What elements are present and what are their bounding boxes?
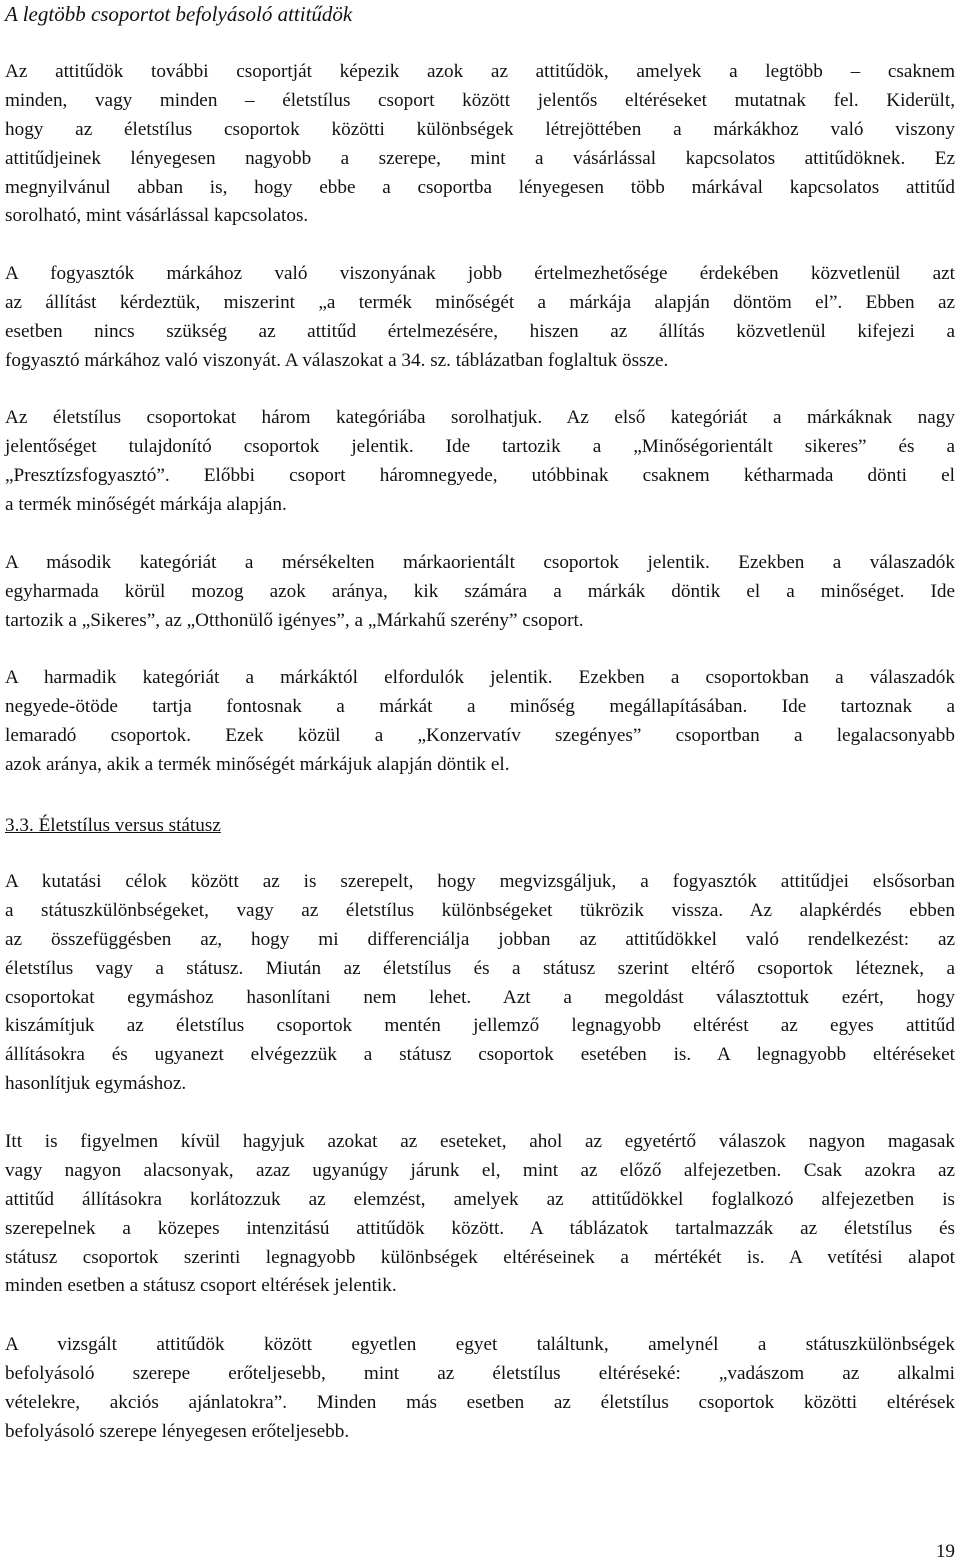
- text-line: az állítást kérdeztük, miszerint „a termék minőségét a márkája alapján döntöm el”. Ebben az: [5, 291, 955, 313]
- text-line: attitűdjeinek lényegesen nagyobb a szerepe, mint a vásárlással kapcsolatos attitűdöknek. Ez: [5, 147, 955, 169]
- paragraph-2: [5, 260, 955, 376]
- text-line: A vizsgált attitűdök között egyetlen egyet találtunk, amelynél a státuszkülönbségek: [5, 1334, 955, 1355]
- text-line: tartozik a „Sikeres”, az „Otthonülő igényes”, a „Márkahű szerény” csoport.: [5, 609, 584, 631]
- text-line: a termék minőségét márkája alapján.: [5, 493, 287, 515]
- page-number: 19: [935, 1541, 955, 1562]
- paragraph-8: [5, 1331, 955, 1447]
- text-line: szerepelnek a közepes intenzitású attitűdök között. A táblázatok tartalmazzák az életstílus és: [5, 1217, 955, 1239]
- text-line: Itt is figyelmen kívül hagyjuk azokat az eseteket, ahol az egyetértő válaszok nagyon magasak: [5, 1131, 955, 1152]
- text-line: minden, vagy minden – életstílus csoport között jelentős eltéréseket mutatnak fel. Kiderült,: [5, 89, 955, 111]
- text-line: a státuszkülönbségeket, vagy az életstílus különbségeket tükrözik vissza. Az alapkérdés ebben: [5, 899, 955, 921]
- paragraph-4: [5, 549, 955, 636]
- text-line: életstílus vagy a státusz. Miután az életstílus és a státusz szerint eltérő csoportok léteznek, a: [5, 957, 955, 979]
- text-line: hogy az életstílus csoportok közötti különbségek létrejöttében a márkákhoz való viszony: [5, 118, 955, 140]
- text-line: lemaradó csoportok. Ezek közül a „Konzervatív szegényes” csoportban a legalacsonyabb: [5, 724, 955, 746]
- text-line: negyede-ötöde tartja fontosnak a márkát a minőség megállapításában. Ide tartoznak a: [5, 695, 955, 717]
- text-line: egyharmada körül mozog azok aránya, kik számára a márkák döntik el a minőséget. Ide: [5, 580, 955, 602]
- text-line: befolyásoló szerepe lényegesen erőteljesebb.: [5, 1420, 350, 1442]
- text-line: csoportokat egymáshoz hasonlítani nem lehet. Azt a megoldást választottuk ezért, hogy: [5, 986, 955, 1008]
- text-line: A fogyasztók márkához való viszonyának jobb értelmezhetősége érdekében közvetlenül azt: [5, 263, 955, 284]
- text-line: A kutatási célok között az is szerepelt, hogy megvizsgáljuk, a fogyasztók attitűdjei elsősorban: [5, 871, 955, 892]
- text-line: állításokra és ugyanezt elvégezzük a státusz csoportok esetében is. A legnagyobb eltéréseket: [5, 1044, 955, 1066]
- text-line: az összefüggésben az, hogy mi differenciálja jobban az attitűdökkel való rendelkezést: az: [5, 928, 955, 950]
- paragraph-7: [5, 1128, 955, 1301]
- text-line: „Presztízsfogyasztó”. Előbbi csoport háromnegyede, utóbbinak csaknem kétharmada dönti el: [5, 464, 955, 486]
- text-line: fogyasztó márkához való viszonyát. A válaszokat a 34. sz. táblázatban foglaltuk össze.: [5, 349, 669, 371]
- text-line: jelentőséget tulajdonító csoportok jelentik. Ide tartozik a „Minőségorientált sikeres” és a: [5, 435, 955, 457]
- text-line: minden esetben a státusz csoport eltérések jelentik.: [5, 1275, 397, 1297]
- text-line: sorolható, mint vásárlással kapcsolatos.: [5, 205, 309, 227]
- section-subheading: A legtöbb csoportot befolyásoló attitűdök: [5, 2, 353, 26]
- paragraph-3: [5, 404, 955, 520]
- paragraph-6: [5, 868, 955, 1099]
- paragraph-1: [5, 58, 955, 231]
- text-line: kiszámítjuk az életstílus csoportok mentén jellemző legnagyobb eltérést az egyes attitűd: [5, 1015, 955, 1037]
- text-line: vagy nagyon alacsonyak, azaz ugyanúgy járunk el, mint az előző alfejezetben. Csak azokra az: [5, 1159, 955, 1181]
- text-line: azok aránya, akik a termék minőségét márkájuk alapján döntik el.: [5, 753, 510, 775]
- paragraph-5: [5, 664, 955, 780]
- text-line: A harmadik kategóriát a márkáktól elfordulók jelentik. Ezekben a csoportokban a válaszadók: [5, 667, 955, 688]
- text-line: attitűd állításokra korlátozzuk az elemzést, amelyek az attitűdökkel foglalkozó alfejezetben is: [5, 1188, 955, 1210]
- text-line: megnyilvánul abban is, hogy ebbe a csoportba lényegesen több márkával kapcsolatos attitűd: [5, 176, 955, 198]
- text-line: hasonlítjuk egymáshoz.: [5, 1073, 187, 1095]
- text-line: Az életstílus csoportokat három kategóriába sorolhatjuk. Az első kategóriát a márkáknak nagy: [5, 407, 955, 428]
- text-line: státusz csoportok szerinti legnagyobb különbségek eltéréseinek a mértékét is. A vetítési alapot: [5, 1246, 955, 1268]
- text-line: vételekre, akciós ajánlatokra”. Minden más esetben az életstílus csoportok közötti eltérések: [5, 1391, 955, 1413]
- text-line: esetben nincs szükség az attitűd értelmezésére, hiszen az állítás közvetlenül kifejezi a: [5, 320, 955, 342]
- text-line: befolyásoló szerepe erőteljesebb, mint az életstílus eltéréseké: „vadászom az alkalmi: [5, 1362, 955, 1384]
- text-line: A második kategóriát a mérsékelten márkaorientált csoportok jelentik. Ezekben a válaszadók: [5, 552, 955, 573]
- text-line: Az attitűdök további csoportját képezik azok az attitűdök, amelyek a legtöbb – csaknem: [5, 61, 955, 82]
- section-heading: 3.3. Életstílus versus státusz: [5, 815, 221, 836]
